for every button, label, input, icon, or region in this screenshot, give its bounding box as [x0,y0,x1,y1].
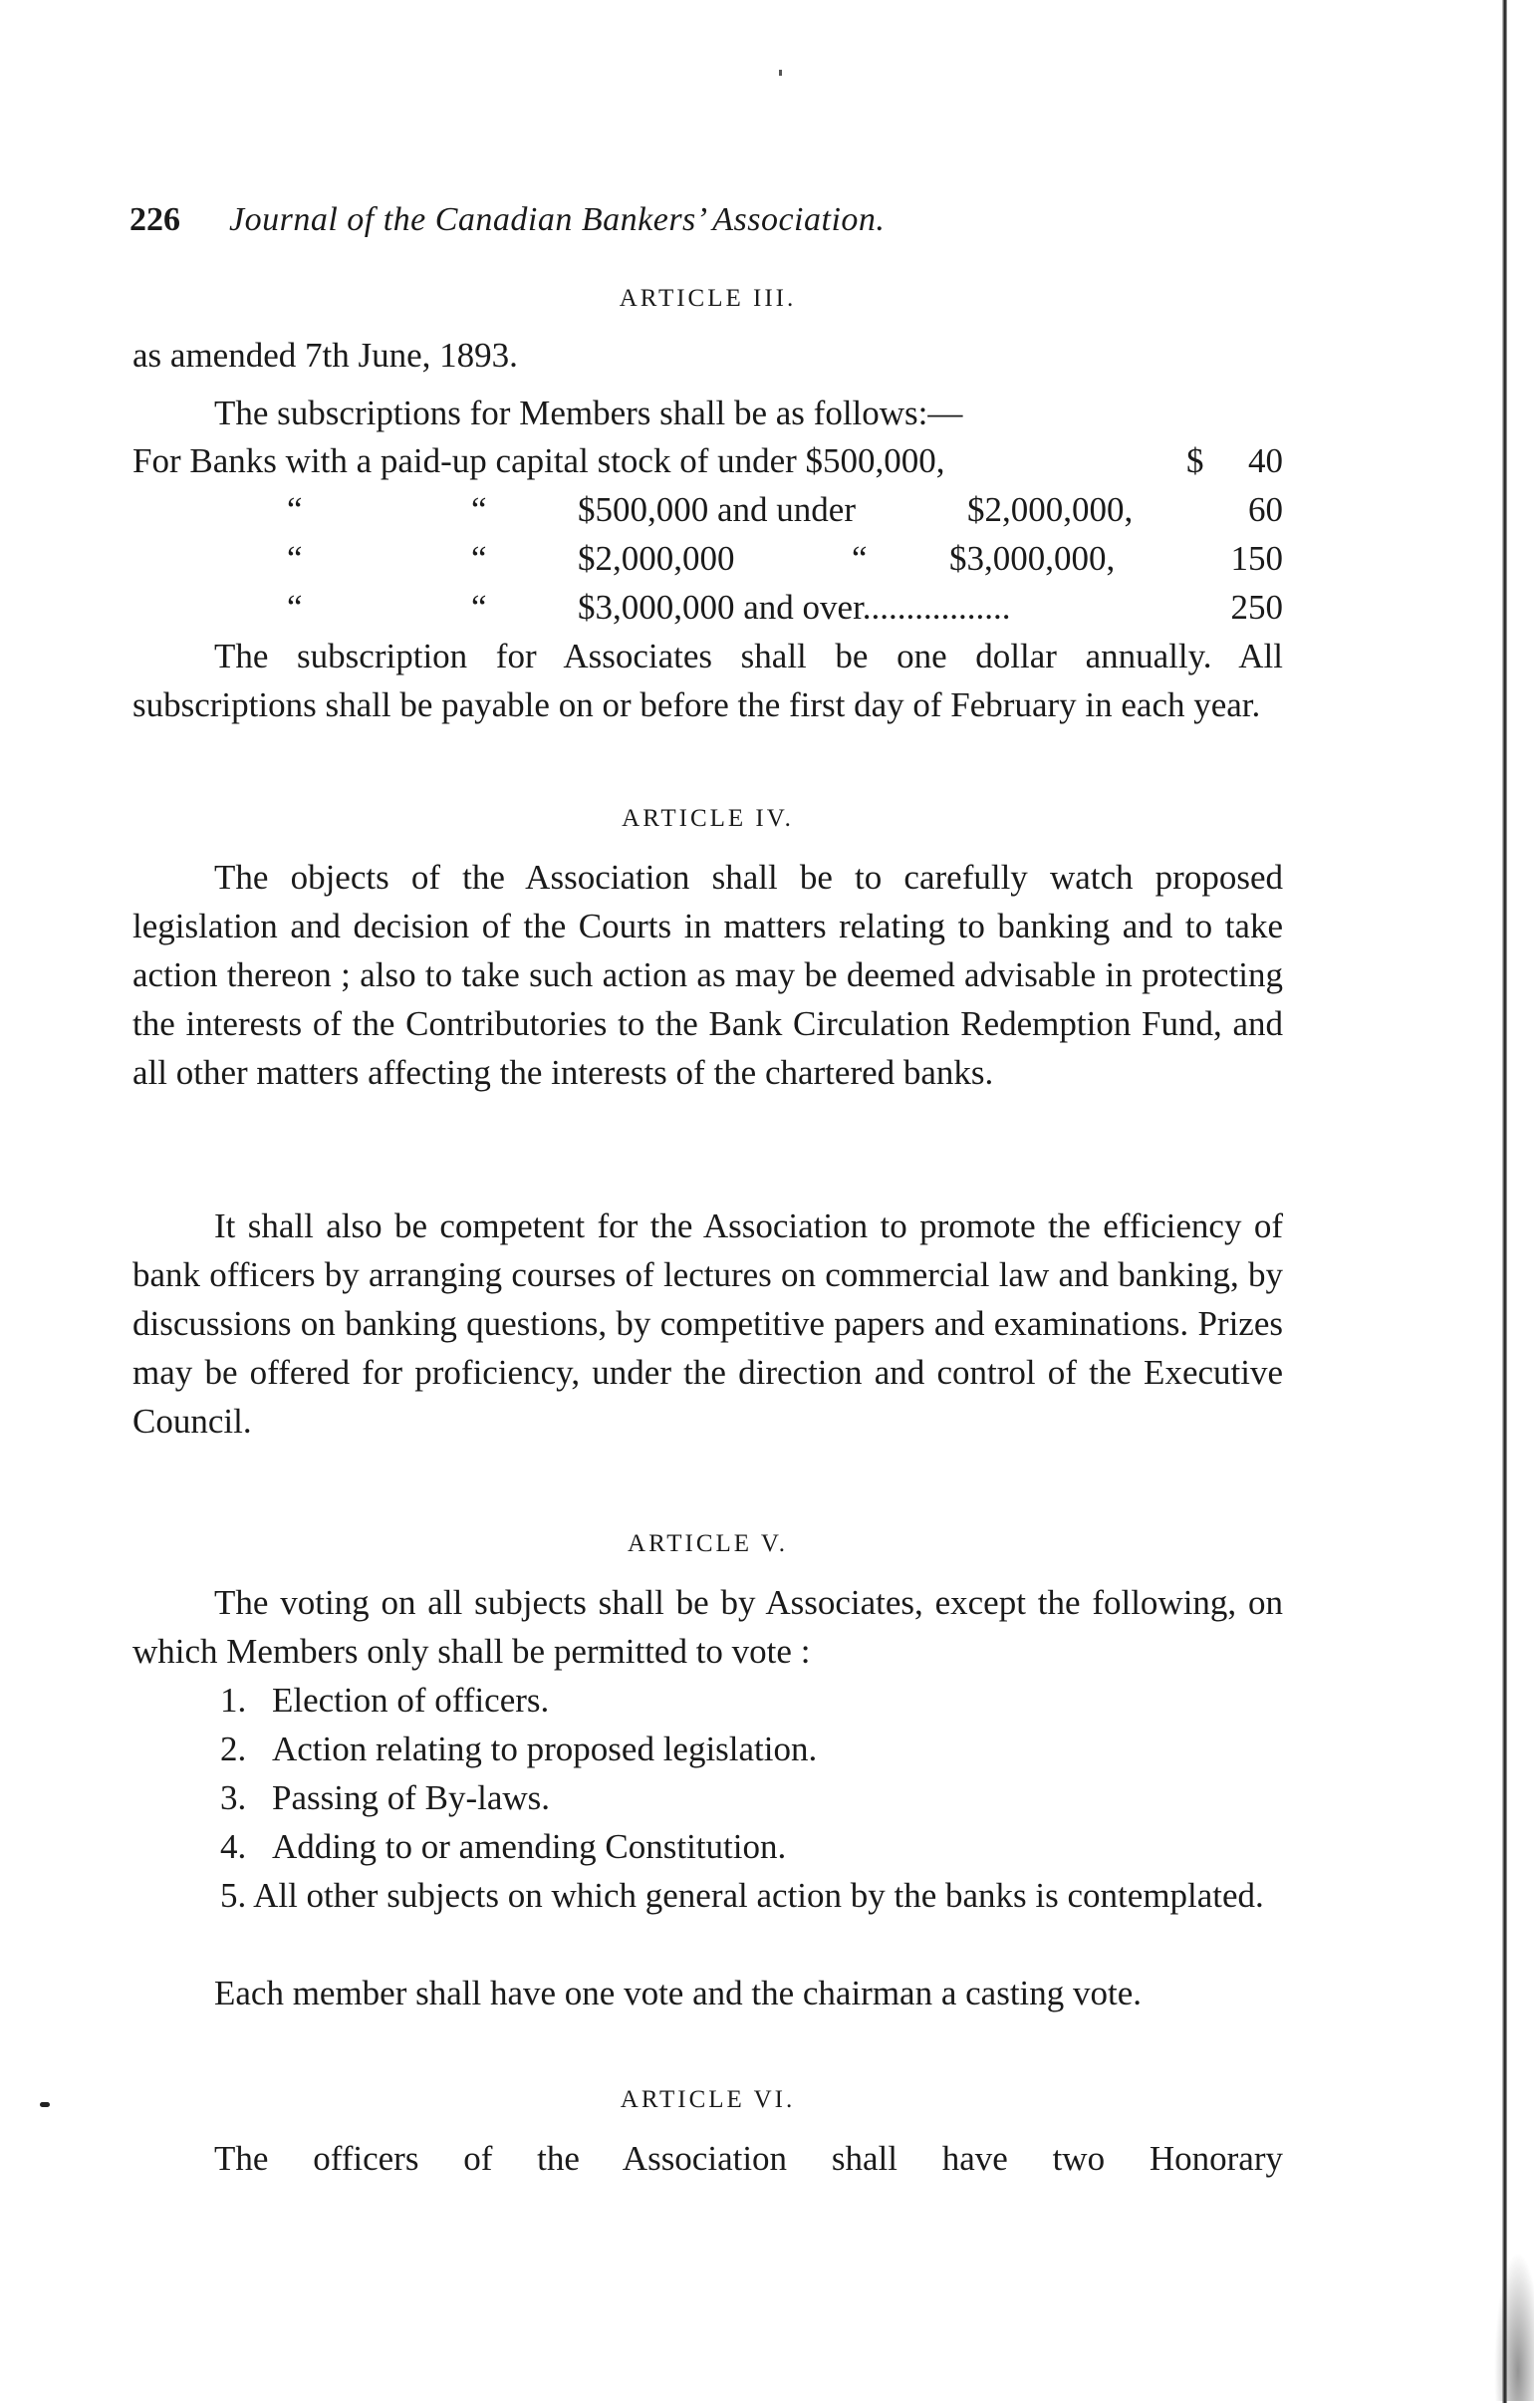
row-label: For Banks with a paid-up capital stock of under $500,000, [132,441,945,480]
amended-line-block [132,331,1283,380]
list-item-wrapped [132,1871,1283,1920]
article-6-para-1-block [132,2134,1283,2183]
range-from: $2,000,000 [578,539,735,578]
ditto-mark: “ [471,490,487,529]
list-number: 4. [220,1827,247,1866]
article-5-intro-block [132,1578,1283,1676]
range-from: $500,000 and under [578,490,856,529]
print-mark [779,70,782,76]
paragraph: Each member shall have one vote and the chairman a casting vote. [214,1974,1143,2012]
list-number: 3. [220,1778,247,1817]
ditto-mark: “ [287,490,303,529]
list-number: 2. [220,1730,247,1768]
range-to: $2,000,000, [967,490,1134,529]
paragraph: It shall also be competent for the Association to promote the efficiency of bank officers by arranging courses of lectures on commercial law and banking, by discussions on banking questions, by competitive papers and examinations. Prizes may be offered for proficiency, under the direction and control of the Executive Council. [132,1206,1283,1441]
list-number: 5. [220,1876,247,1915]
journal-title: Journal of the Canadian Bankers’ Association. [229,201,886,238]
list-text: Election of officers. [272,1681,550,1720]
ink-speck [40,2102,50,2107]
paragraph: The officers of the Association shall have two Honorary [214,2139,1283,2178]
subscription-table [132,436,1283,632]
subscription-intro-block [132,389,1283,437]
amount: 250 [1230,588,1283,627]
article-6-heading-block [132,2086,1283,2114]
list-text: Adding to or amending Constitution. [272,1827,787,1866]
article-heading: ARTICLE V. [628,1530,788,1557]
article-heading: ARTICLE III. [619,285,797,312]
list-item [132,1871,1283,1920]
table-row [132,485,1283,534]
ditto-mark: “ [852,539,868,578]
ditto-mark: “ [287,588,303,627]
page-corner-shadow [1494,2252,1534,2401]
article-4-para-1-block [132,853,1283,1097]
list-number: 1. [220,1681,247,1720]
list-text: Passing of By-laws. [272,1778,551,1817]
ditto-mark: “ [287,539,303,578]
table-row [132,436,1283,485]
paragraph: The objects of the Association shall be to carefully watch proposed legislation and decision of the Courts in matters relating to banking and to take action thereon ; also to take such action as may be deemed advisable in protecting the interests of the Contributories to the Bank Circulation Redemption Fund, and all other matters affecting the interests of the chartered banks. [132,858,1283,1092]
list-item [132,1725,1283,1773]
amended-date: as amended 7th June, 1893. [132,336,518,375]
article-3-heading-block [132,285,1283,313]
associates-paragraph-block [132,632,1283,729]
ditto-mark: “ [471,588,487,627]
table-row [132,534,1283,583]
article-5-heading-block [132,1530,1283,1558]
dollar-sign: $ [1186,441,1204,480]
range-from: $3,000,000 and over................. [578,588,1011,627]
running-header [129,195,1285,245]
article-5-closing-block [132,1969,1283,2017]
article-heading: ARTICLE VI. [620,2086,796,2113]
list-item [132,1773,1283,1822]
page-binding-edge [1502,0,1507,2403]
page-number: 226 [129,201,180,238]
article-heading: ARTICLE IV. [622,805,794,832]
list-text: All other subjects on which general action by the banks is contemplated. [253,1876,1264,1915]
subscription-intro: The subscriptions for Members shall be as follows:— [214,394,963,432]
amount: 40 [1248,441,1283,480]
list-item [132,1822,1283,1871]
table-row [132,583,1283,632]
list-item [132,1676,1283,1725]
amount: 60 [1248,490,1283,529]
ditto-mark: “ [471,539,487,578]
paragraph: The subscription for Associates shall be one dollar annually. All subscriptions shall be payable on or before the first day of February in each year. [132,637,1283,724]
article-4-heading-block [132,805,1283,833]
amount: 150 [1230,539,1283,578]
paragraph: The voting on all subjects shall be by Associates, except the following, on which Members only shall be permitted to vote : [132,1583,1283,1671]
article-4-para-2-block [132,1202,1283,1446]
list-text: Action relating to proposed legislation. [272,1730,818,1768]
range-to: $3,000,000, [949,539,1116,578]
voting-list [132,1676,1283,1920]
